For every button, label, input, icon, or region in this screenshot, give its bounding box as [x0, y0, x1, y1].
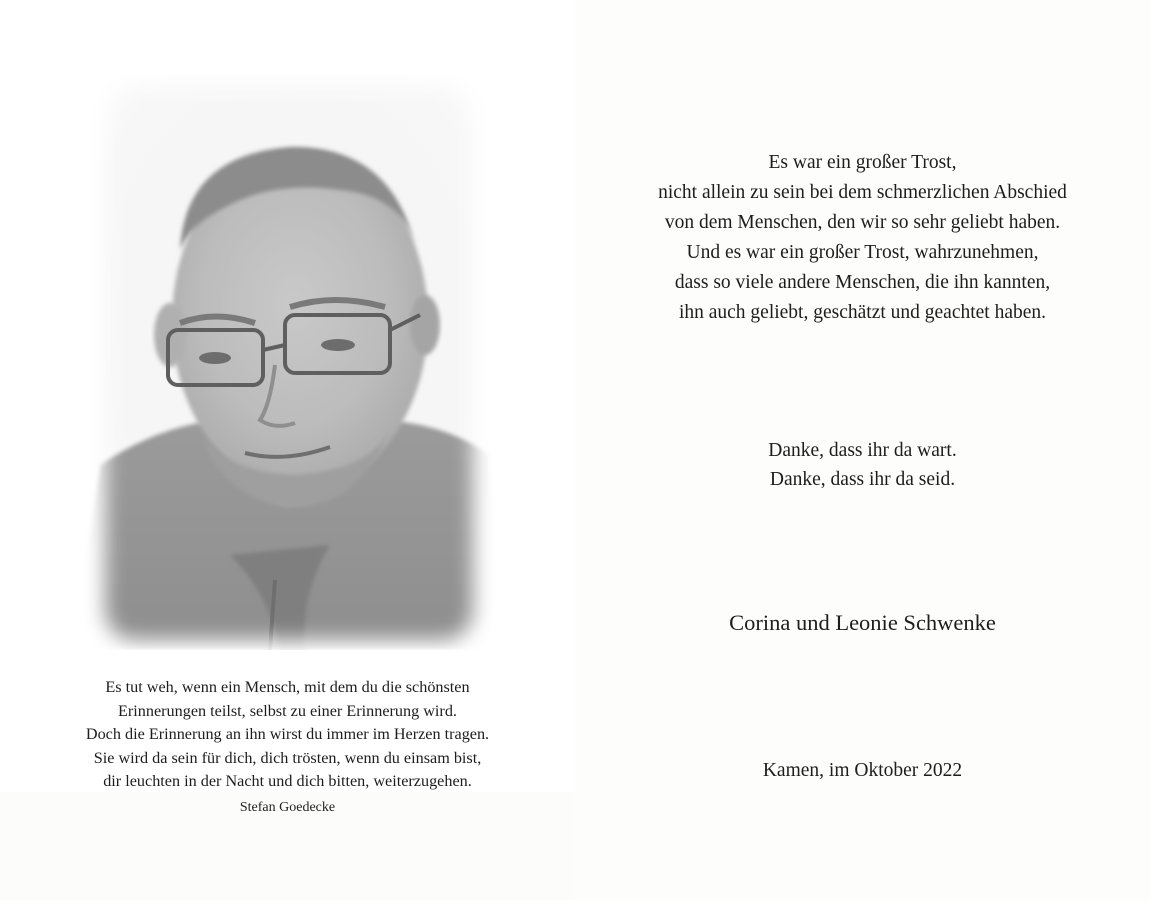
trost-line: dass so viele andere Menschen, die ihn kannten, [674, 272, 1051, 293]
quote-line: Es tut weh, wenn ein Mensch, mit dem du die schönsten [105, 678, 470, 696]
family-signature: Corina und Leonie Schwenke [729, 610, 996, 635]
portrait-photo [70, 75, 508, 650]
thanks-line: Danke, dass ihr da seid. [769, 469, 956, 490]
quote-line: Doch die Erinnerung an ihn wirst du immer im Herzen tragen. [85, 725, 490, 743]
trost-line: nicht allein zu sein bei dem schmerzlichen Abschied [658, 182, 1067, 203]
quote-line: Erinnerungen teilst, selbst zu einer Erinnerung wird. [118, 701, 457, 720]
thanks-line: Danke, dass ihr da wart. [768, 440, 957, 461]
trost-line: Es war ein großer Trost, [768, 152, 957, 173]
quote-line: dir leuchten in der Nacht und dich bitten, weiterzugehen. [103, 772, 472, 790]
trost-line: Und es war ein großer Trost, wahrzunehmen, [686, 242, 1039, 263]
memorial-quote [0, 676, 575, 794]
trost-text [575, 148, 1150, 328]
thanks-text [575, 436, 1150, 494]
portrait-photo-icon [70, 75, 508, 650]
place-and-date: Kamen, im Oktober 2022 [762, 760, 963, 781]
quote-line: Sie wird da sein für dich, dich trösten, wenn du einsam bist, [93, 748, 482, 767]
quote-author: Stefan Goedecke [239, 800, 336, 815]
trost-line: ihn auch geliebt, geschätzt und geachtet haben. [678, 302, 1047, 323]
trost-line: von dem Menschen, den wir so sehr geliebt haben. [664, 212, 1061, 233]
